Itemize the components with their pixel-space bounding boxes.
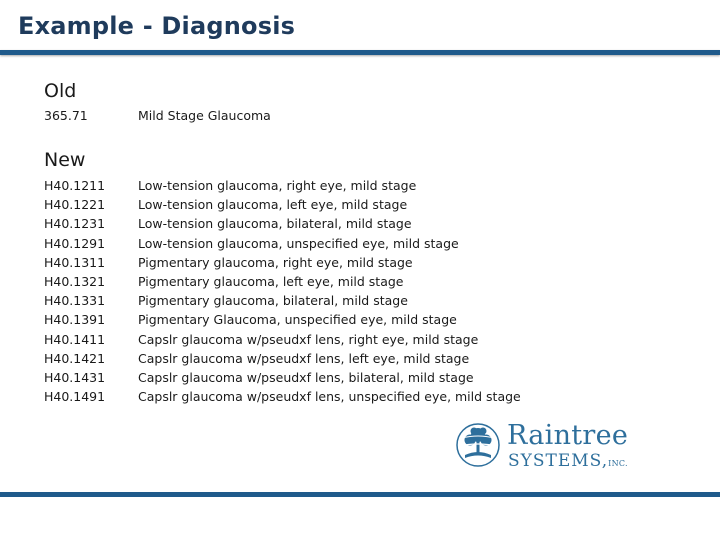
diagnosis-code: H40.1321 — [44, 274, 106, 289]
diagnosis-description: Pigmentary glaucoma, right eye, mild stage — [138, 254, 413, 270]
page-title: Example - Diagnosis — [18, 12, 296, 40]
diagnosis-description: Low-tension glaucoma, bilateral, mild stage — [138, 216, 412, 232]
diagnosis-description: Pigmentary Glaucoma, unspecified eye, mild stage — [138, 312, 457, 328]
logo-name: Raintree — [507, 420, 629, 451]
footer-divider — [0, 492, 720, 497]
diagnosis-code: H40.1421 — [44, 350, 106, 366]
diagnosis-description: Low-tension glaucoma, unspecified eye, mild stage — [138, 235, 459, 251]
logo-subtitle: SYSTEMS,INC. — [508, 451, 628, 471]
diagnosis-code: H40.1331 — [44, 293, 106, 309]
old-heading: Old — [44, 80, 77, 102]
diagnosis-code: 365.71 — [44, 108, 88, 123]
diagnosis-code: H40.1491 — [44, 389, 106, 405]
diagnosis-description: Low-tension glaucoma, left eye, mild stage — [138, 197, 408, 213]
new-heading: New — [44, 149, 86, 171]
title-divider — [0, 50, 720, 55]
diagnosis-code: H40.1431 — [44, 370, 106, 385]
diagnosis-description: Pigmentary glaucoma, left eye, mild stage — [138, 274, 404, 289]
diagnosis-code: H40.1391 — [44, 312, 106, 328]
diagnosis-description: Capslr glaucoma w/pseudxf lens, right eye, mild stage — [138, 331, 479, 347]
diagnosis-description: Capslr glaucoma w/pseudxf lens, bilateral, mild stage — [138, 370, 474, 385]
diagnosis-description: Capslr glaucoma w/pseudxf lens, unspecified eye, mild stage — [138, 389, 521, 405]
tree-globe-icon — [455, 422, 501, 468]
diagnosis-code: H40.1411 — [44, 331, 106, 347]
diagnosis-code: H40.1211 — [44, 178, 106, 193]
diagnosis-description: Mild Stage Glaucoma — [138, 108, 271, 123]
diagnosis-description: Pigmentary glaucoma, bilateral, mild stage — [138, 293, 408, 309]
diagnosis-code: H40.1221 — [44, 197, 106, 213]
diagnosis-description: Capslr glaucoma w/pseudxf lens, left eye, mild stage — [138, 350, 470, 366]
raintree-logo — [455, 420, 635, 476]
diagnosis-description: Low-tension glaucoma, right eye, mild stage — [138, 178, 417, 193]
diagnosis-code: H40.1311 — [44, 254, 106, 270]
diagnosis-code: H40.1291 — [44, 235, 106, 251]
diagnosis-code: H40.1231 — [44, 216, 106, 232]
